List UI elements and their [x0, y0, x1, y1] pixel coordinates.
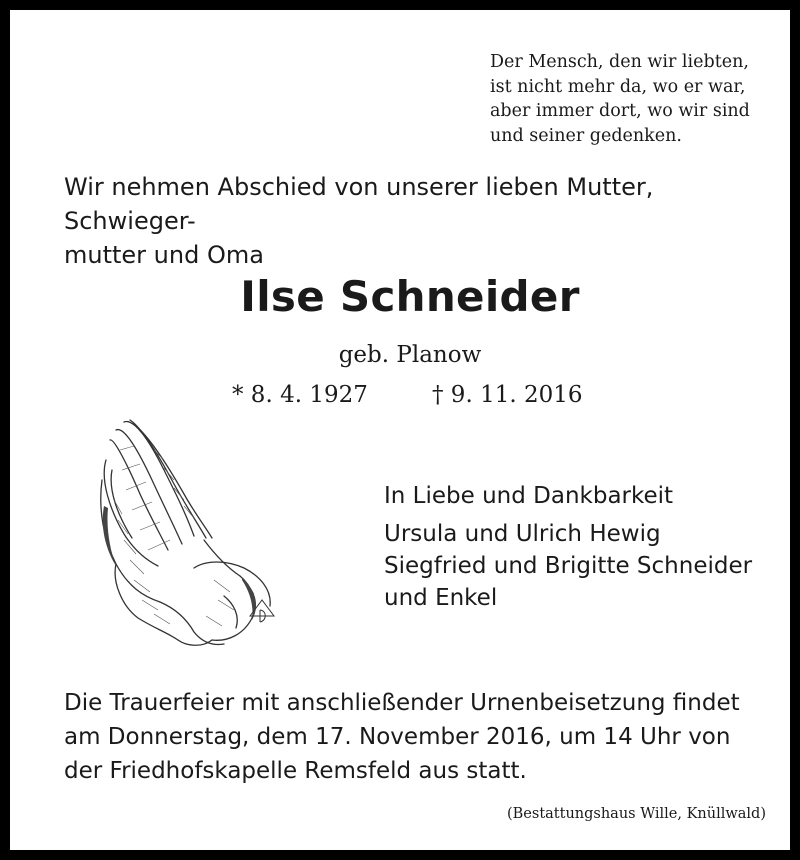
thanks-line: In Liebe und Dankbarkeit — [384, 483, 674, 509]
birth-name: geb. Planow — [338, 342, 482, 368]
death-date: † 9. 11. 2016 — [432, 382, 583, 408]
mourners-list — [384, 518, 784, 614]
intro-text: Wir nehmen Abschied von unserer lieben Mutter, Schwieger- mutter und Oma — [64, 173, 654, 269]
mourner-name: und Enkel — [384, 585, 498, 611]
memorial-quote: Der Mensch, den wir liebten, ist nicht mehr da, wo er war, aber immer dort, wo wir sind und seiner gedenken. — [490, 52, 750, 146]
birth-date: * 8. 4. 1927 — [232, 382, 368, 408]
ceremony-text: Die Trauerfeier mit anschließender Urnenbeisetzung findet am Donnerstag, dem 17. November 2016, um 14 Uhr von der Friedhofskapelle Remsfeld aus statt. — [64, 690, 740, 784]
deceased-name: Ilse Schneider — [240, 272, 580, 321]
mourner-name: Siegfried und Brigitte Schneider — [384, 553, 753, 579]
funeral-home-credit: (Bestattungshaus Wille, Knüllwald) — [506, 806, 766, 822]
family-block — [384, 480, 784, 614]
praying-hands-icon — [94, 410, 286, 650]
mourner-name: Ursula und Ulrich Hewig — [384, 521, 661, 547]
